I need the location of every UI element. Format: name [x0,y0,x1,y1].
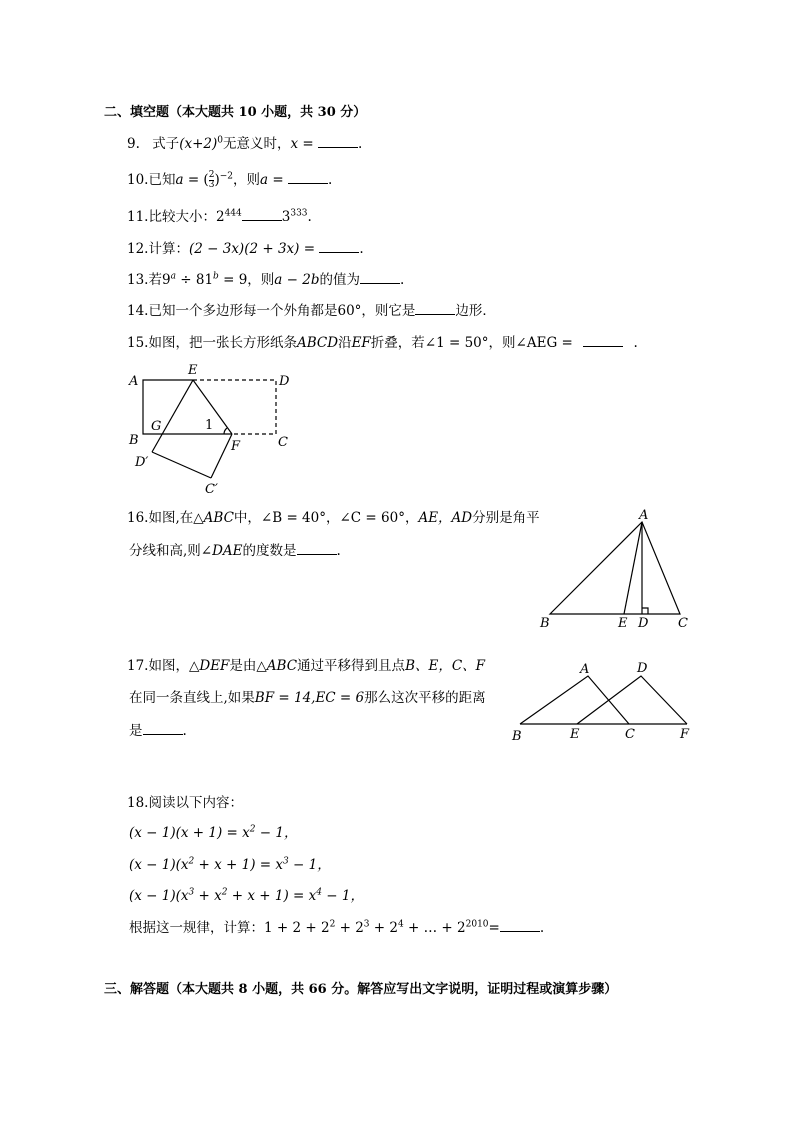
q11-end: . [307,209,312,225]
q17-text-2: 是由 [229,658,257,674]
q13-text-2: 则 [260,272,275,288]
fig17-label-f: F [680,727,690,742]
q16-condition-1: ∠B = 40° [260,510,326,526]
q18-sum-equals: = [488,920,500,936]
fig16-label-b: B [540,616,550,631]
fig15-label-f: F [231,439,241,454]
q11-exponent-1: 444 [224,208,242,219]
q17-points: B、E，C、F [405,658,486,674]
fig17-label-e: E [570,727,580,742]
q10-text: 已知 [148,172,176,188]
q15-text-2: 沿 [338,335,352,351]
q16-separator-2: ， [404,510,419,526]
q12-end: . [359,241,364,257]
q18-eq3-part-d: − 1， [322,888,364,904]
fig15-label-g: G [151,419,162,434]
q18-eq2-exponent-1: 2 [188,856,195,867]
q18-text: 阅读以下内容： [148,795,243,811]
q15-text-4: ，则 [488,335,516,351]
q17-number: 17. [127,658,149,674]
q15-end: . [633,335,638,351]
q18-eq1-part-b: − 1， [255,825,298,841]
q16-ask: ∠DAE [200,543,243,559]
q15-condition: ∠1 = 50° [424,335,489,351]
q15-rectangle: ABCD [296,335,339,351]
q17-line2-text-2: 那么这次平移的距离 [364,690,486,706]
q18-text-2: 根据这一规律，计算： [129,920,264,936]
q18-eq3-exponent-1: 3 [188,887,195,898]
fig16-label-a: A [639,508,649,523]
q18-sum-part-3: + 2 [369,920,398,936]
q16-condition-2: ∠C = 60° [339,510,405,526]
q14-angle: 60° [337,303,362,319]
q10-end: . [327,172,333,188]
q18-sum-exponent-2: 3 [363,919,370,930]
fig17-label-c: C [625,727,635,742]
q12-text: 计算： [148,241,189,257]
q18-end: . [539,920,545,936]
q17-triangle-1: △DEF [188,658,230,674]
q18-sum-exponent-3: 4 [398,919,404,930]
q18-answer-blank[interactable] [500,918,540,932]
q17-line2-text: 在同一条直线上,如果 [129,690,255,706]
q16-line2-text: 分线和高,则 [129,543,201,559]
q16-line2-text-2: 的度数是 [242,543,297,559]
q9-text-2: 无意义时， [222,136,291,152]
q15-text: 如图，把一张长方形纸条 [148,335,297,351]
q18-eq3-exponent-3: 4 [316,887,322,898]
q17-condition: BF = 14,EC = 6 [254,690,365,706]
q16-text-3: 分别是角平 [472,510,540,526]
fig15-label-c-prime: C′ [205,482,218,497]
q18-eq1-exponent: 2 [249,824,256,835]
fig15-label-a: A [129,374,139,389]
q18-sum-part-2: + 2 [335,920,364,936]
q16-number: 16. [127,510,149,526]
q17-text-3: 通过平移得到且点 [297,658,406,674]
q10-numerator: 2 [208,170,215,180]
q9-variable: x = [290,136,314,152]
q18-sum-exponent-1: 2 [329,919,336,930]
q12-expression: (2 − 3x)(2 + 3x) = [188,241,316,257]
q18-eq1-part-a: (x − 1)(x + 1) = x [129,825,250,841]
q15-number: 15. [127,335,149,351]
fig15-label-d-prime: D′ [135,455,149,470]
q13-text-3: 的值为 [319,272,360,288]
q10-denominator: 3 [208,180,215,190]
q17-end: . [182,723,187,739]
q13-text: 若 [148,272,162,288]
fig17-label-d: D [637,661,648,676]
q10-number: 10. [127,172,149,188]
q9-exponent: 0 [217,135,223,146]
q18-equation-3 [129,887,364,905]
q13-base-1: 9 [161,272,171,288]
q18-eq2-part-b: + x + 1) = x [194,857,284,873]
fig17-label-a: A [580,662,590,677]
q9-expression: (x+2) [179,136,218,152]
q17-line3-text: 是 [129,723,143,739]
q18-equation-2 [129,856,331,874]
section-3-title: 三、解答题（本大题共 8 小题，共 66 分。解答应写出文字说明，证明过程或演算步骤） [104,982,618,997]
q13-equals: = 9， [218,272,261,288]
question-10: 10.已知a = ( $\frac{2}{3}$ )$^{-2}$，则a = . [127,170,333,190]
q10-lhs: a = [175,172,200,188]
q13-number: 13. [127,272,149,288]
q18-eq2-part-a: (x − 1)(x [129,857,189,873]
q18-eq3-part-a: (x − 1)(x [129,888,189,904]
q18-eq2-part-c: − 1， [288,857,331,873]
q14-text: 已知一个多边形每一个外角都是 [148,303,338,319]
fig15-label-b: B [129,433,139,448]
fig17-triangle-abc [520,676,629,724]
q13-base-2: 81 [195,272,214,288]
q10-exponent: −2 [219,171,233,182]
fig16-label-e: E [618,616,628,631]
q18-eq2-exponent-2: 3 [283,856,289,867]
fig15-label-e: E [188,363,198,378]
q9-text: 式子 [152,136,180,152]
q14-number: 14. [127,303,149,319]
q13-end: . [399,272,405,288]
q9-number: 9. [127,136,140,152]
q18-sum-exponent-4: 2010 [465,919,489,930]
q16-end: . [336,543,341,559]
q15-fold-line: EF [351,335,371,351]
q17-triangle-2: △ABC [256,658,298,674]
q18-sum-part-1: 1 + 2 + 2 [264,920,330,936]
q15-ask: ∠AEG = [515,335,573,351]
fig15-label-1: 1 [205,418,214,433]
fig17-label-b: B [512,729,522,744]
fig15-label-d: D [279,374,290,389]
q11-exponent-2: 333 [290,208,308,219]
q10-variable: a = [260,172,284,188]
q18-equation-1 [129,824,298,842]
q15-text-3: 折叠，若 [370,335,425,351]
section-2-title: 二、填空题（本大题共 10 小题，共 30 分） [104,105,367,120]
q18-number: 18. [127,795,149,811]
q16-text: 如图,在 [148,510,194,526]
q16-text-2: 中， [233,510,261,526]
q11-number: 11. [127,209,149,225]
q11-base-1: 2 [215,209,225,225]
q18-eq3-part-b: + x [194,888,222,904]
question-18 [127,794,243,812]
q18-eq3-part-c: + x + 1) = x [227,888,317,904]
q11-base-2: 3 [281,209,291,225]
q16-segments: AE，AD [418,510,473,526]
q18-sum-part-4: + … + 2 [403,920,466,936]
q13-exponent-1: a [170,271,176,282]
q16-separator: ， [325,510,340,526]
q13-exponent-2: b [213,271,219,282]
q16-triangle: △ABC [193,510,234,526]
q9-end: . [358,136,363,152]
q10-text-2: ，则 [233,172,260,188]
fig15-label-c: C [278,435,288,450]
q11-text: 比较大小： [148,209,216,225]
q18-question-line [129,918,544,937]
q18-eq3-exponent-2: 2 [221,887,228,898]
q12-number: 12. [127,241,149,257]
q14-text-3: 边形． [455,303,496,319]
fig16-label-d: D [638,616,649,631]
q13-expression: a − 2b [274,272,320,288]
q13-divide: ÷ [175,272,196,288]
q17-text: 如图， [148,658,189,674]
fig16-label-c: C [678,616,688,631]
q14-text-2: ，则它是 [361,303,416,319]
